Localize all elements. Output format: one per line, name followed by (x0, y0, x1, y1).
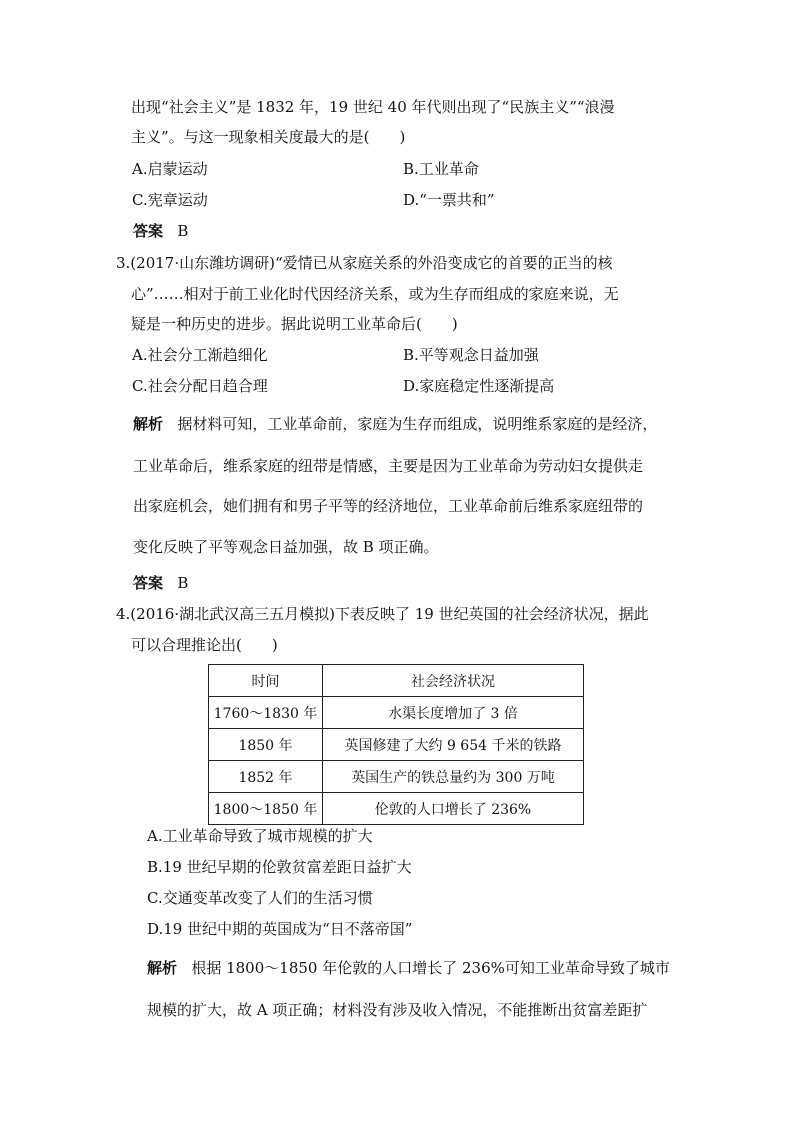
q2-answer (133, 221, 188, 241)
q3-stem-line-1: 3.(2017·山东潍坊调研)“爱情已从家庭关系的外沿变成它的首要的正当的核 (116, 254, 613, 272)
table-cell-status: 水渠长度增加了 3 倍 (323, 697, 584, 729)
table-cell-status: 英国修建了大约 9 654 千米的铁路 (323, 729, 584, 761)
q3-option-b: B.平等观念日益加强 (403, 346, 539, 364)
q3-analysis-line-3: 出家庭机会，她们拥有和男子平等的经济地位，工业革命前后维系家庭纽带的 (133, 497, 644, 515)
q2-answer-value: B (177, 222, 189, 240)
q4-analysis-label: 解析 (147, 959, 178, 977)
q4-analysis-line-1 (147, 958, 670, 978)
q2-option-c: C.宪章运动 (132, 191, 208, 209)
table-row (209, 793, 584, 825)
q2-stem-line-1: 出现“社会主义”是 1832 年，19 世纪 40 年代则出现了“民族主义”“浪漫 (131, 98, 615, 116)
table-cell-time: 1852 年 (209, 761, 323, 793)
q4-analysis-line-2: 规模的扩大，故 A 项正确；材料没有涉及收入情况，不能推断出贫富差距扩 (147, 1001, 648, 1019)
table-cell-status: 伦敦的人口增长了 236% (323, 793, 584, 825)
table-cell-time: 1760～1830 年 (209, 697, 323, 729)
q4-option-d: D.19 世纪中期的英国成为“日不落帝国” (147, 920, 413, 938)
q3-stem-line-2: 心”……相对于前工业化时代因经济关系，或为生存而组成的家庭来说，无 (131, 285, 619, 303)
q2-option-a: A.启蒙运动 (132, 160, 208, 178)
q4-option-c: C.交通变革改变了人们的生活习惯 (147, 889, 373, 907)
q3-option-c: C.社会分配日趋合理 (132, 377, 268, 395)
q3-answer (133, 573, 188, 593)
q2-option-d: D.“一票共和” (403, 191, 495, 209)
q2-option-b: B.工业革命 (403, 160, 479, 178)
table-row (209, 761, 584, 793)
table-header-status: 社会经济状况 (323, 665, 584, 697)
q4-data-table (208, 664, 584, 825)
table-row (209, 697, 584, 729)
q3-analysis-line-4: 变化反映了平等观念日益加强，故 B 项正确。 (133, 538, 439, 556)
q4-option-a: A.工业革命导致了城市规模的扩大 (147, 827, 373, 845)
q3-option-a: A.社会分工渐趋细化 (132, 346, 268, 364)
q4-stem-line-2: 可以合理推论出( ) (131, 636, 278, 654)
table-header-row (209, 665, 584, 697)
q4-stem-line-1: 4.(2016·湖北武汉高三五月模拟)下表反映了 19 世纪英国的社会经济状况，据此 (116, 605, 649, 623)
q3-stem-line-3: 疑是一种历史的进步。据此说明工业革命后( ) (131, 315, 458, 333)
q4-option-b: B.19 世纪早期的伦敦贫富差距日益扩大 (147, 858, 412, 876)
q3-option-d: D.家庭稳定性逐渐提高 (403, 377, 555, 395)
table-cell-status: 英国生产的铁总量约为 300 万吨 (323, 761, 584, 793)
q3-analysis-line-2: 工业革命后，维系家庭的纽带是情感，主要是因为工业革命为劳动妇女提供走 (133, 457, 644, 475)
q3-answer-value: B (177, 574, 189, 592)
table-row (209, 729, 584, 761)
q3-analysis-label: 解析 (133, 415, 164, 433)
table-cell-time: 1850 年 (209, 729, 323, 761)
table-cell-time: 1800～1850 年 (209, 793, 323, 825)
q2-answer-label: 答案 (133, 222, 164, 240)
table-header-time: 时间 (209, 665, 323, 697)
q3-analysis-text-1: 据材料可知，工业革命前，家庭为生存而组成，说明维系家庭的是经济， (177, 415, 658, 433)
q3-analysis-line-1 (133, 414, 657, 434)
q2-stem-line-2: 主义”。与这一现象相关度最大的是( ) (131, 128, 406, 146)
q3-answer-label: 答案 (133, 574, 164, 592)
q4-analysis-text-1: 根据 1800～1850 年伦敦的人口增长了 236%可知工业革命导致了城市 (191, 959, 670, 977)
